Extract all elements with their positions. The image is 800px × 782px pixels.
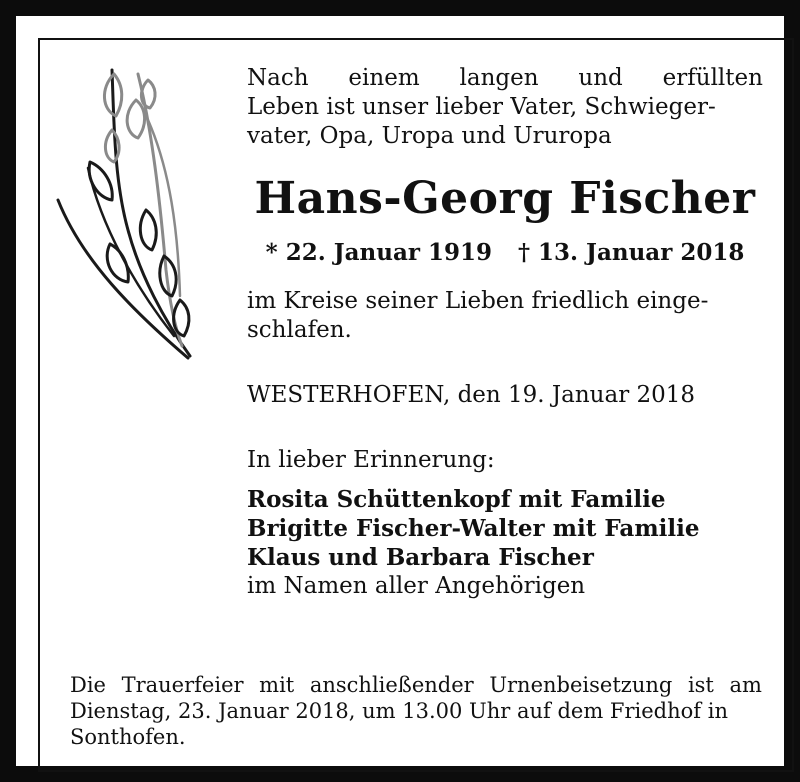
mourner-name: Rosita Schüttenkopf mit Familie (247, 486, 666, 513)
funeral-line-2: Dienstag, 23. Januar 2018, um 13.00 Uhr auf dem Friedhof in (70, 699, 728, 723)
funeral-word: anschließender (309, 673, 474, 697)
intro-line-1 (247, 64, 763, 93)
intro-word: langen (459, 65, 539, 91)
passing-text (247, 287, 763, 345)
funeral-word: mit (259, 673, 295, 697)
funeral-word: ist (687, 673, 714, 697)
mourner-name: Klaus und Barbara Fischer (247, 544, 594, 571)
death-date: † 13. Januar 2018 (518, 239, 745, 266)
funeral-word: am (729, 673, 762, 697)
intro-line-3: vater, Opa, Uropa und Ururopa (247, 123, 612, 149)
place-date: WESTERHOFEN, den 19. Januar 2018 (247, 382, 696, 408)
intro-word: einem (348, 65, 420, 91)
intro-line-2: Leben ist unser lieber Vater, Schwieger- (247, 94, 716, 120)
funeral-line-1 (70, 672, 762, 698)
mourner-closing: im Namen aller Angehörigen (247, 573, 586, 599)
funeral-word: Die (70, 673, 106, 697)
intro-text (247, 64, 763, 151)
mourner-name: Brigitte Fischer-Walter mit Familie (247, 515, 700, 542)
obituary-main (247, 64, 763, 601)
intro-word: Nach (247, 65, 309, 91)
passing-line-1: im Kreise seiner Lieben friedlich einge- (247, 288, 709, 314)
life-dates (247, 239, 763, 267)
passing-line-2: schlafen. (247, 317, 352, 343)
deceased-name: Hans-Georg Fischer (254, 173, 756, 224)
funeral-notice (70, 672, 762, 750)
funeral-word: Trauerfeier (121, 673, 244, 697)
mourner-list (247, 485, 763, 601)
intro-word: und (578, 65, 623, 91)
intro-word: erfüllten (662, 65, 763, 91)
funeral-word: Urnenbeisetzung (489, 673, 673, 697)
memory-heading: In lieber Erinnerung: (247, 447, 495, 473)
birth-date: * 22. Januar 1919 (265, 239, 492, 266)
flower-branch-icon (52, 60, 202, 360)
funeral-line-3: Sonthofen. (70, 725, 186, 749)
